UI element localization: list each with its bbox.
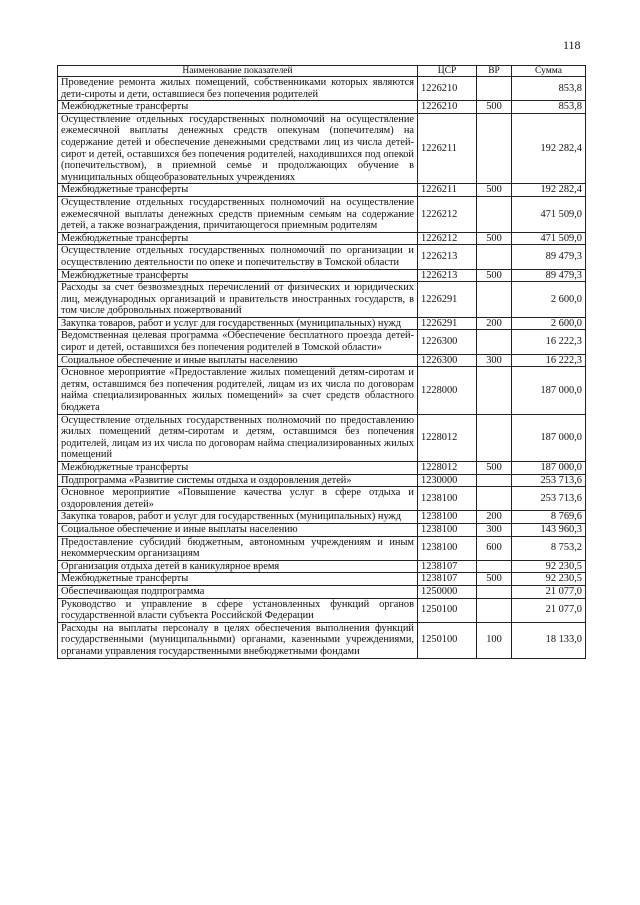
cell-vr <box>477 196 512 232</box>
cell-name: Социальное обеспечение и иные выплаты населению <box>58 354 418 367</box>
cell-name: Осуществление отдельных государственных полномочий на осуществление ежемесячной выплаты денежных средств опекунам (попечителям) на содержание детей и обеспечение денежными средствами лиц из числа детей-сирот и детей, оставшихся без попечения родителей, находившихся под опекой (попечительством), в приемной семье и продолжающих обучение в муниципальных общеобразовательных учреждениях <box>58 113 418 184</box>
cell-vr: 500 <box>477 573 512 586</box>
cell-vr: 300 <box>477 523 512 536</box>
cell-name: Обеспечивающая подпрограмма <box>58 585 418 598</box>
table-row <box>58 536 586 560</box>
cell-csr: 1238100 <box>418 523 477 536</box>
cell-sum: 89 479,3 <box>512 245 586 269</box>
cell-csr: 1226291 <box>418 282 477 318</box>
cell-name: Предоставление субсидий бюджетным, автономным учреждениям и иным некоммерческим организациям <box>58 536 418 560</box>
header-csr: ЦСР <box>418 66 477 77</box>
cell-vr: 200 <box>477 511 512 524</box>
table-row <box>58 560 586 573</box>
cell-name: Межбюджетные трансферты <box>58 573 418 586</box>
cell-name: Расходы за счет безвозмездных перечислений от физических и юридических лиц, международных организаций и правительств иностранных государств, в том числе добровольных пожертвований <box>58 282 418 318</box>
cell-vr: 500 <box>477 101 512 114</box>
cell-sum: 853,8 <box>512 77 586 101</box>
cell-csr: 1226291 <box>418 317 477 330</box>
table-row <box>58 462 586 475</box>
cell-vr <box>477 367 512 414</box>
table-row <box>58 585 586 598</box>
cell-vr: 100 <box>477 622 512 658</box>
cell-sum: 21 077,0 <box>512 598 586 622</box>
cell-csr: 1226300 <box>418 330 477 354</box>
cell-vr <box>477 245 512 269</box>
cell-name: Руководство и управление в сфере установленных функций органов государственной власти субъекта Российской Федерации <box>58 598 418 622</box>
cell-sum: 18 133,0 <box>512 622 586 658</box>
table-row <box>58 330 586 354</box>
table-row <box>58 101 586 114</box>
table-row <box>58 113 586 184</box>
cell-csr: 1238100 <box>418 536 477 560</box>
cell-name: Расходы на выплаты персоналу в целях обеспечения выполнения функций государственными (муниципальными) органами, казенными учреждениями, органами управления государственными внебюджетными фондами <box>58 622 418 658</box>
cell-name: Подпрограмма «Развитие системы отдыха и оздоровления детей» <box>58 474 418 487</box>
cell-name: Осуществление отдельных государственных полномочий на осуществление ежемесячной выплаты денежных средств приемным семьям на содержание детей, а также вознаграждения, причитающегося приемным родителям <box>58 196 418 232</box>
header-name: Наименование показателей <box>58 66 418 77</box>
cell-csr: 1228012 <box>418 462 477 475</box>
table-row <box>58 622 586 658</box>
cell-vr: 500 <box>477 462 512 475</box>
cell-sum: 89 479,3 <box>512 269 586 282</box>
table-row <box>58 317 586 330</box>
cell-vr <box>477 77 512 101</box>
table-row <box>58 245 586 269</box>
cell-vr: 500 <box>477 184 512 197</box>
cell-sum: 8 769,6 <box>512 511 586 524</box>
table-row <box>58 232 586 245</box>
cell-csr: 1250000 <box>418 585 477 598</box>
cell-sum: 21 077,0 <box>512 585 586 598</box>
cell-sum: 187 000,0 <box>512 414 586 461</box>
cell-csr: 1230000 <box>418 474 477 487</box>
cell-csr: 1250100 <box>418 598 477 622</box>
cell-name: Закупка товаров, работ и услуг для государственных (муниципальных) нужд <box>58 317 418 330</box>
cell-sum: 16 222,3 <box>512 330 586 354</box>
header-vr: ВР <box>477 66 512 77</box>
cell-name: Социальное обеспечение и иные выплаты населению <box>58 523 418 536</box>
cell-csr: 1238107 <box>418 573 477 586</box>
cell-vr <box>477 560 512 573</box>
table-body <box>58 77 586 659</box>
table-row <box>58 367 586 414</box>
cell-name: Межбюджетные трансферты <box>58 269 418 282</box>
cell-sum: 471 509,0 <box>512 196 586 232</box>
cell-csr: 1226211 <box>418 184 477 197</box>
cell-vr <box>477 598 512 622</box>
cell-sum: 187 000,0 <box>512 367 586 414</box>
cell-name: Межбюджетные трансферты <box>58 462 418 475</box>
cell-vr: 600 <box>477 536 512 560</box>
header-row <box>58 66 586 77</box>
cell-name: Ведомственная целевая программа «Обеспечение бесплатного проезда детей-сирот и детей, оставшихся без попечения родителей в Томской области» <box>58 330 418 354</box>
cell-csr: 1226210 <box>418 101 477 114</box>
cell-csr: 1250100 <box>418 622 477 658</box>
cell-sum: 143 960,3 <box>512 523 586 536</box>
table-row <box>58 414 586 461</box>
header-sum: Сумма <box>512 66 586 77</box>
cell-sum: 853,8 <box>512 101 586 114</box>
cell-sum: 187 000,0 <box>512 462 586 475</box>
cell-sum: 16 222,3 <box>512 354 586 367</box>
cell-vr <box>477 474 512 487</box>
table-row <box>58 269 586 282</box>
cell-sum: 471 509,0 <box>512 232 586 245</box>
cell-name: Осуществление отдельных государственных полномочий по организации и осуществлению деятельности по опеке и попечительству в Томской области <box>58 245 418 269</box>
table-row <box>58 598 586 622</box>
cell-vr <box>477 330 512 354</box>
cell-csr: 1226300 <box>418 354 477 367</box>
table-row <box>58 184 586 197</box>
cell-name: Проведение ремонта жилых помещений, собственниками которых являются дети-сироты и дети, оставшиеся без попечения родителей <box>58 77 418 101</box>
cell-name: Межбюджетные трансферты <box>58 101 418 114</box>
cell-name: Организация отдыха детей в каникулярное время <box>58 560 418 573</box>
cell-sum: 192 282,4 <box>512 184 586 197</box>
table-row <box>58 354 586 367</box>
cell-csr: 1226212 <box>418 232 477 245</box>
cell-csr: 1226213 <box>418 269 477 282</box>
table-row <box>58 196 586 232</box>
cell-name: Осуществление отдельных государственных полномочий по предоставлению жилых помещений детям-сиротам и детям, оставшимся без попечения родителей, лицам из их числа по договорам найма специализированных жилых помещений <box>58 414 418 461</box>
cell-vr <box>477 487 512 511</box>
cell-name: Закупка товаров, работ и услуг для государственных (муниципальных) нужд <box>58 511 418 524</box>
cell-csr: 1228012 <box>418 414 477 461</box>
table-row <box>58 474 586 487</box>
cell-sum: 2 600,0 <box>512 317 586 330</box>
budget-table <box>57 65 586 659</box>
cell-sum: 92 230,5 <box>512 573 586 586</box>
table-row <box>58 573 586 586</box>
cell-sum: 192 282,4 <box>512 113 586 184</box>
cell-vr <box>477 113 512 184</box>
cell-vr: 500 <box>477 232 512 245</box>
table-row <box>58 282 586 318</box>
cell-vr <box>477 414 512 461</box>
cell-csr: 1226211 <box>418 113 477 184</box>
cell-sum: 253 713,6 <box>512 474 586 487</box>
cell-sum: 8 753,2 <box>512 536 586 560</box>
cell-csr: 1228000 <box>418 367 477 414</box>
table-row <box>58 487 586 511</box>
cell-name: Межбюджетные трансферты <box>58 232 418 245</box>
cell-name: Основное мероприятие «Повышение качества услуг в сфере отдыха и оздоровления детей» <box>58 487 418 511</box>
cell-sum: 92 230,5 <box>512 560 586 573</box>
cell-sum: 2 600,0 <box>512 282 586 318</box>
cell-vr: 300 <box>477 354 512 367</box>
cell-vr: 500 <box>477 269 512 282</box>
cell-csr: 1238100 <box>418 511 477 524</box>
table-row <box>58 523 586 536</box>
cell-csr: 1226212 <box>418 196 477 232</box>
cell-csr: 1226210 <box>418 77 477 101</box>
cell-vr <box>477 282 512 318</box>
cell-vr: 200 <box>477 317 512 330</box>
cell-name: Основное мероприятие «Предоставление жилых помещений детям-сиротам и детям, оставшимся без попечения родителей, лицам из их числа по договорам найма специализированных жилых помещений» за счет средств областного бюджета <box>58 367 418 414</box>
cell-sum: 253 713,6 <box>512 487 586 511</box>
cell-csr: 1238100 <box>418 487 477 511</box>
table-row <box>58 511 586 524</box>
cell-csr: 1238107 <box>418 560 477 573</box>
cell-name: Межбюджетные трансферты <box>58 184 418 197</box>
table-row <box>58 77 586 101</box>
page-number: 118 <box>563 38 581 52</box>
cell-vr <box>477 585 512 598</box>
cell-csr: 1226213 <box>418 245 477 269</box>
